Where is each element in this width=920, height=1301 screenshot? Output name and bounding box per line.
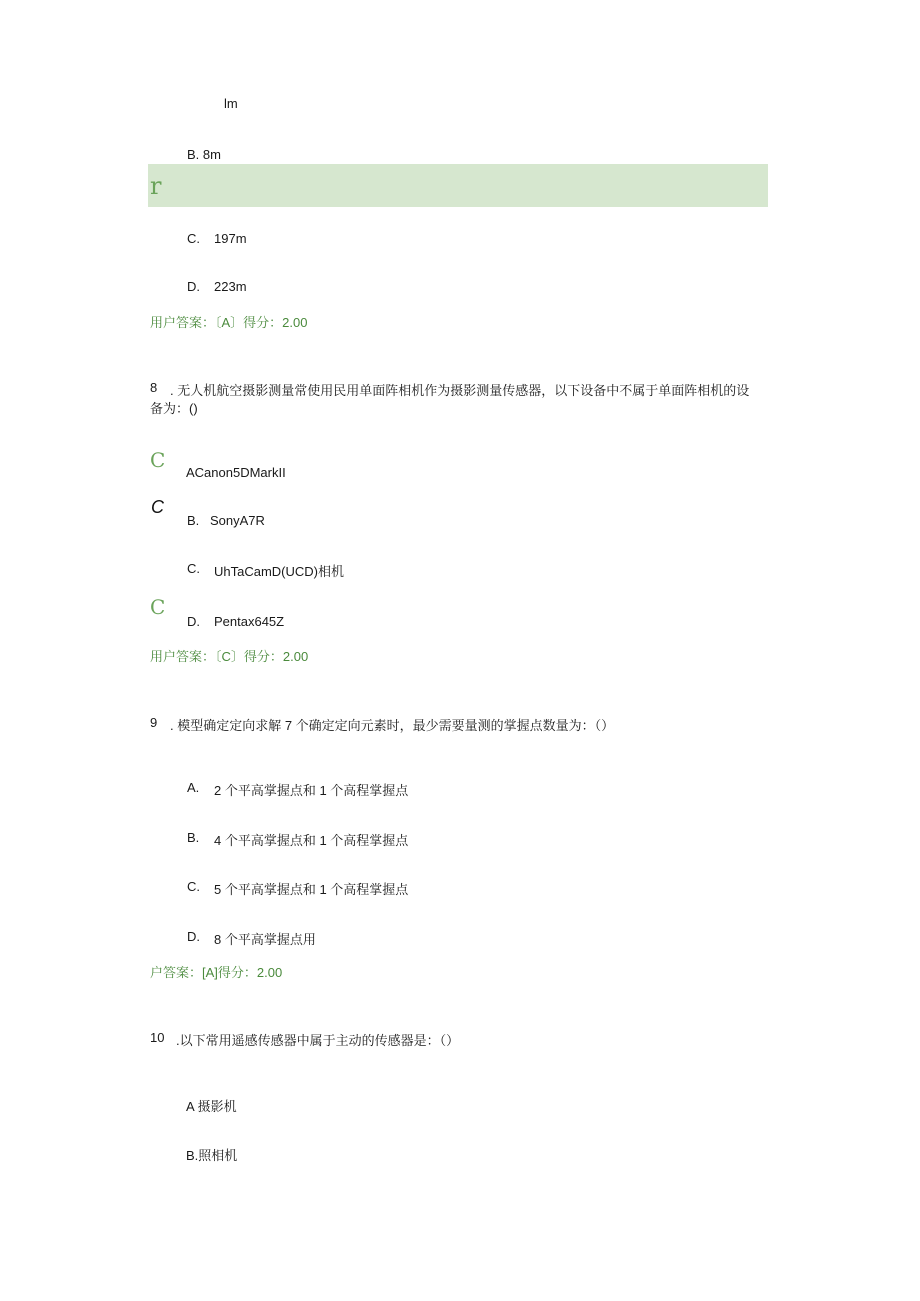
q8-option-d-letter: D. (187, 614, 200, 629)
q9-option-c-text[interactable]: 5 个平高掌握点和 1 个高程掌握点 (214, 882, 409, 897)
q8-stem-line2: 备为：() (150, 401, 198, 416)
q9-number: 9 (150, 715, 158, 730)
q9-option-c-letter: C. (187, 879, 200, 894)
radio-button-icon[interactable]: r (150, 172, 162, 200)
q7-option-c-letter: C. (187, 231, 200, 246)
q7-option-a-text: lm (224, 96, 238, 111)
radio-button-icon[interactable]: C (150, 448, 166, 472)
q8-stem-line1: . 无人机航空摄影测量常使用民用单面阵相机作为摄影测量传感器，以下设备中不属于单面阵相机的设 (170, 383, 750, 398)
q7-option-d-letter: D. (187, 279, 200, 294)
q7-user-answer: 用户答案：〔A〕得分：2.00 (150, 315, 308, 330)
q8-option-c-text[interactable]: UhTaCamD(UCD)相机 (214, 564, 345, 579)
q9-stem: . 模型确定定向求解 7 个确定定向元素时，最少需要量测的掌握点数量为：（） (170, 718, 615, 733)
q10-number: 10 (150, 1030, 165, 1045)
q8-option-d-text[interactable]: Pentax645Z (214, 614, 285, 629)
q8-option-c-letter: C. (187, 561, 200, 576)
q8-option-b-text[interactable]: SonyA7R (210, 513, 265, 528)
q7-option-d-text[interactable]: 223m (214, 279, 247, 294)
q10-option-a[interactable]: A 摄影机 (186, 1099, 237, 1114)
selected-option-highlight[interactable] (148, 164, 768, 207)
q7-option-b[interactable]: B. 8m (187, 147, 221, 162)
q8-option-a[interactable]: ACanon5DMarkII (186, 465, 286, 480)
radio-button-icon[interactable]: C (151, 497, 164, 517)
q9-option-d-letter: D. (187, 929, 200, 944)
q8-option-b-letter: B. (187, 513, 200, 528)
q9-option-b-letter: B. (187, 830, 200, 845)
q7-option-c-text[interactable]: 197m (214, 231, 247, 246)
q9-user-answer: 户答案：[A]得分：2.00 (150, 965, 283, 980)
radio-button-icon[interactable]: C (150, 595, 166, 619)
q9-option-a-letter: A. (187, 780, 200, 795)
q8-user-answer: 用户答案：〔C〕得分：2.00 (150, 649, 309, 664)
q8-number: 8 (150, 380, 158, 395)
q9-option-d-text[interactable]: 8 个平高掌握点用 (214, 932, 316, 947)
q9-option-b-text[interactable]: 4 个平高掌握点和 1 个高程掌握点 (214, 833, 409, 848)
q10-stem: .以下常用遥感传感器中属于主动的传感器是：（） (176, 1033, 460, 1048)
q9-option-a-text[interactable]: 2 个平高掌握点和 1 个高程掌握点 (214, 783, 409, 798)
q10-option-b[interactable]: B.照相机 (186, 1148, 238, 1163)
